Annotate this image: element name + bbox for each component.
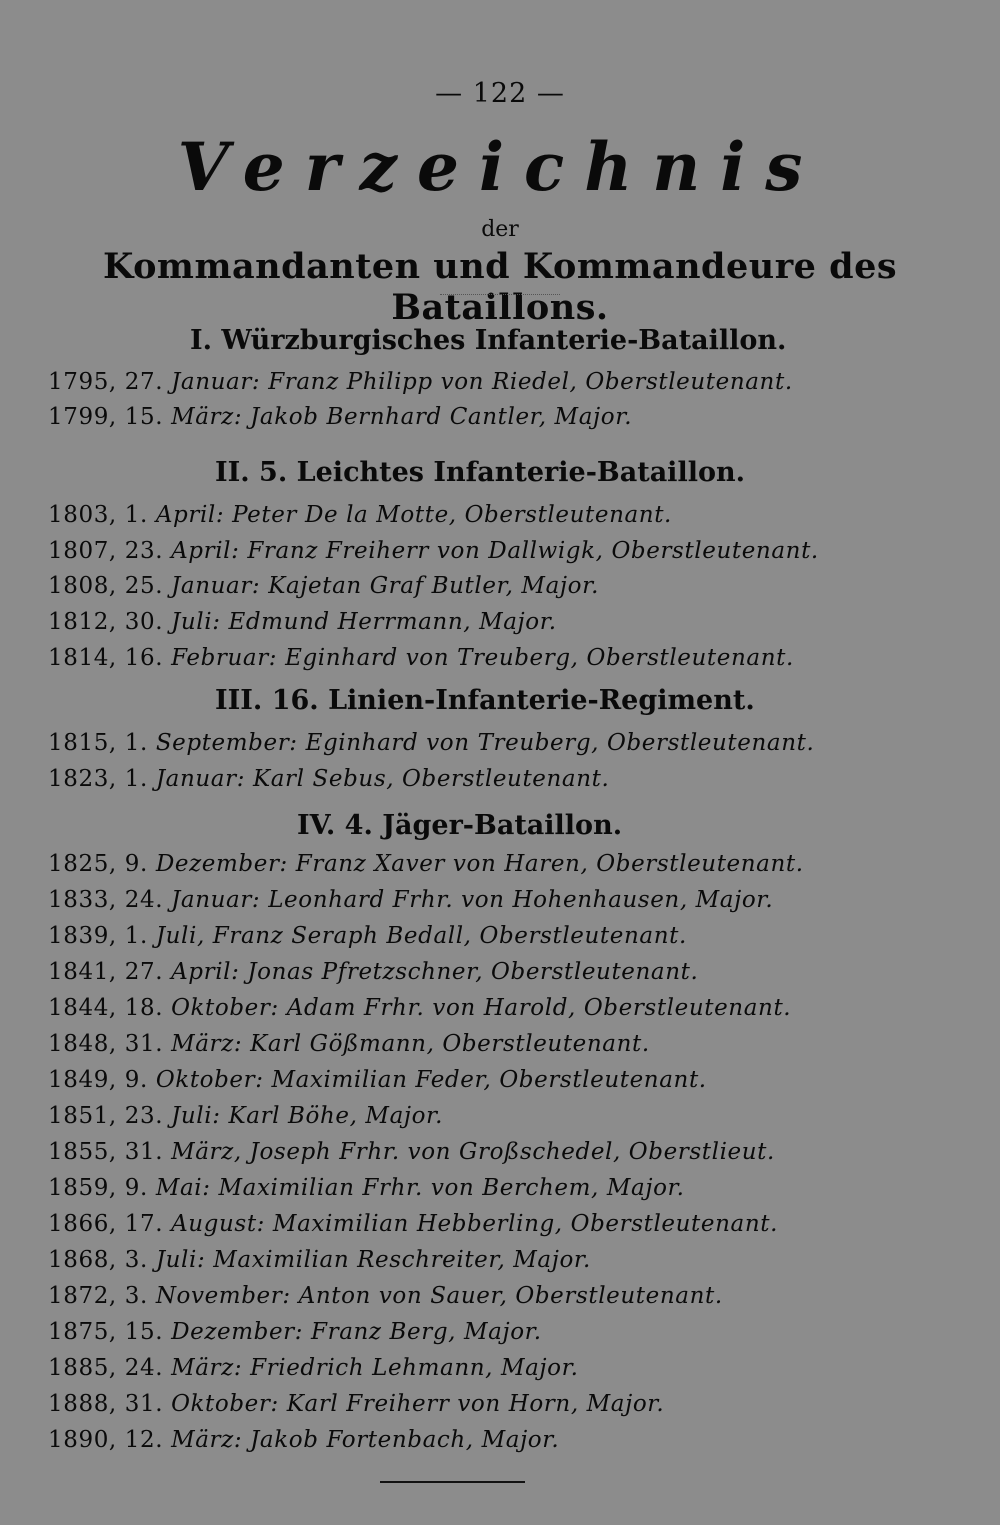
entry-date: 1855, 31. — [48, 1139, 164, 1165]
list-item — [48, 1355, 579, 1381]
list-item — [48, 573, 599, 599]
list-item — [48, 1319, 542, 1345]
list-item — [48, 1283, 723, 1309]
list-item — [48, 1175, 685, 1201]
entry-text: August: Maximilian Hebberling, Oberstleutenant. — [171, 1211, 778, 1237]
entry-text: Oktober: Adam Frhr. von Harold, Oberstleutenant. — [171, 995, 792, 1021]
list-item — [48, 404, 632, 430]
entry-date: 1859, 9. — [48, 1175, 148, 1201]
entry-date: 1890, 12. — [48, 1427, 164, 1453]
list-item — [48, 766, 609, 792]
entry-date: 1872, 3. — [48, 1283, 148, 1309]
entry-date: 1885, 24. — [48, 1355, 164, 1381]
entry-date: 1803, 1. — [48, 502, 148, 528]
entry-text: Juli: Edmund Herrmann, Major. — [171, 609, 557, 635]
entry-text: Januar: Karl Sebus, Oberstleutenant. — [155, 766, 610, 792]
entry-text: Juli, Franz Seraph Bedall, Oberstleutenant. — [155, 923, 687, 949]
entry-text: März: Jakob Bernhard Cantler, Major. — [171, 404, 633, 430]
entry-date: 1888, 31. — [48, 1391, 164, 1417]
section-heading: II. 5. Leichtes Infanterie-Bataillon. — [215, 457, 745, 488]
list-item — [48, 959, 698, 985]
entry-text: Januar: Leonhard Frhr. von Hohenhausen, Major. — [171, 887, 774, 913]
entry-date: 1825, 9. — [48, 851, 148, 877]
list-item — [48, 609, 557, 635]
list-item — [48, 1031, 650, 1057]
entry-date: 1841, 27. — [48, 959, 164, 985]
entry-date: 1839, 1. — [48, 923, 148, 949]
entry-date: 1812, 30. — [48, 609, 164, 635]
entry-date: 1815, 1. — [48, 730, 148, 756]
list-item — [48, 645, 794, 671]
entry-text: Dezember: Franz Xaver von Haren, Oberstleutenant. — [155, 851, 804, 877]
entry-date: 1875, 15. — [48, 1319, 164, 1345]
entry-date: 1833, 24. — [48, 887, 164, 913]
entry-text: April: Peter De la Motte, Oberstleutenant. — [155, 502, 672, 528]
list-item — [48, 923, 687, 949]
list-item — [48, 995, 791, 1021]
entry-text: Oktober: Maximilian Feder, Oberstleutenant. — [155, 1067, 707, 1093]
entry-text: April: Jonas Pfretzschner, Oberstleutenant. — [171, 959, 699, 985]
entry-text: Dezember: Franz Berg, Major. — [171, 1319, 542, 1345]
list-item — [48, 887, 773, 913]
footer-rule — [380, 1481, 525, 1483]
entry-text: Mai: Maximilian Frhr. von Berchem, Major. — [155, 1175, 685, 1201]
list-item — [48, 851, 804, 877]
list-item — [48, 369, 793, 395]
entry-text: März: Friedrich Lehmann, Major. — [171, 1355, 579, 1381]
entry-date: 1849, 9. — [48, 1067, 148, 1093]
section-heading: I. Würzburgisches Infanterie-Bataillon. — [190, 325, 787, 356]
dotted-divider — [440, 294, 560, 295]
entry-date: 1823, 1. — [48, 766, 148, 792]
list-item — [48, 1247, 591, 1273]
entry-text: März, Joseph Frhr. von Großschedel, Oberstlieut. — [171, 1139, 775, 1165]
entry-date: 1799, 15. — [48, 404, 164, 430]
list-item — [48, 1211, 778, 1237]
entry-text: Januar: Kajetan Graf Butler, Major. — [171, 573, 600, 599]
entry-date: 1848, 31. — [48, 1031, 164, 1057]
entry-date: 1814, 16. — [48, 645, 164, 671]
entry-date: 1866, 17. — [48, 1211, 164, 1237]
page-title: Verzeichnis — [177, 128, 823, 206]
entry-text: Januar: Franz Philipp von Riedel, Oberstleutenant. — [171, 369, 793, 395]
list-item — [48, 1391, 664, 1417]
entry-date: 1808, 25. — [48, 573, 164, 599]
entry-text: September: Eginhard von Treuberg, Oberstleutenant. — [155, 730, 815, 756]
list-item — [48, 1103, 443, 1129]
section-heading: IV. 4. Jäger-Bataillon. — [297, 810, 623, 841]
list-item — [48, 1139, 775, 1165]
entry-text: März: Karl Gößmann, Oberstleutenant. — [171, 1031, 650, 1057]
entry-date: 1868, 3. — [48, 1247, 148, 1273]
list-item — [48, 730, 814, 756]
entry-text: Oktober: Karl Freiherr von Horn, Major. — [171, 1391, 665, 1417]
list-item — [48, 1067, 707, 1093]
list-item — [48, 1427, 559, 1453]
subtitle-main: Kommandanten und Kommandeure des Bataillons. — [102, 246, 898, 328]
entry-text: November: Anton von Sauer, Oberstleutenant. — [155, 1283, 723, 1309]
list-item — [48, 502, 672, 528]
list-item — [48, 538, 819, 564]
subtitle-small: der — [481, 217, 519, 242]
entry-text: März: Jakob Fortenbach, Major. — [171, 1427, 560, 1453]
entry-date: 1795, 27. — [48, 369, 164, 395]
entry-text: April: Franz Freiherr von Dallwigk, Oberstleutenant. — [171, 538, 819, 564]
entry-date: 1807, 23. — [48, 538, 164, 564]
entry-text: Juli: Maximilian Reschreiter, Major. — [155, 1247, 591, 1273]
entry-date: 1844, 18. — [48, 995, 164, 1021]
entry-text: Februar: Eginhard von Treuberg, Oberstleutenant. — [171, 645, 794, 671]
section-heading: III. 16. Linien-Infanterie-Regiment. — [215, 685, 755, 716]
entry-text: Juli: Karl Böhe, Major. — [171, 1103, 444, 1129]
entry-date: 1851, 23. — [48, 1103, 164, 1129]
page-number: — 122 — — [435, 78, 565, 109]
